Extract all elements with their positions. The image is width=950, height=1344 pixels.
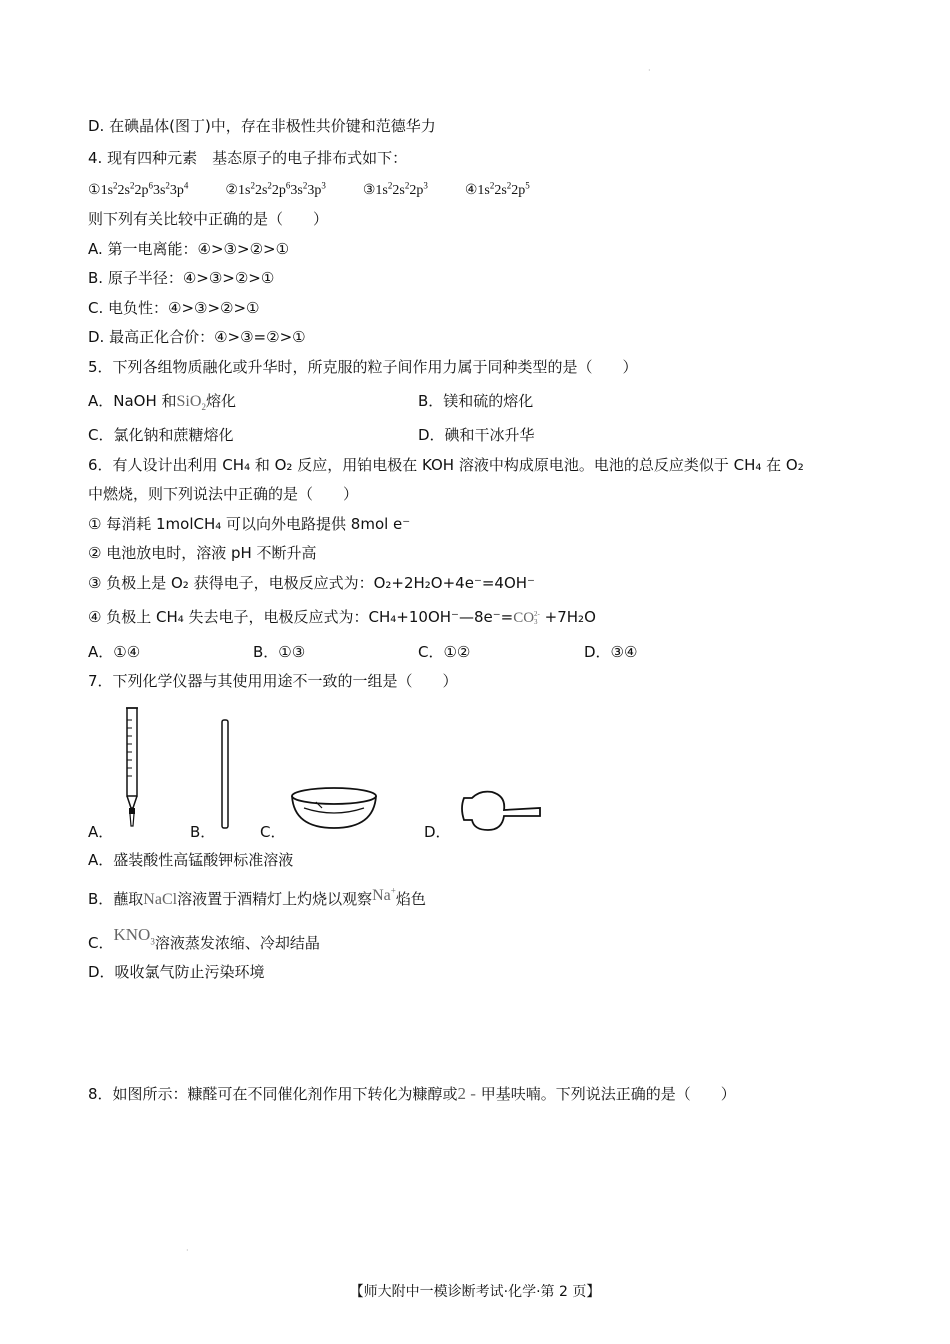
- q4-question: 则下列有关比较中正确的是（ ）: [88, 210, 329, 228]
- q7-stem: 7．下列化学仪器与其使用用途不一致的一组是（ ）: [88, 672, 458, 690]
- q6-statement-1: ① 每消耗 1molCH₄ 可以向外电路提供 8mol e⁻: [88, 515, 411, 533]
- q3-option-d: D. 在碘晶体(图丁)中，存在非极性共价键和范德华力: [88, 117, 436, 135]
- q4-option-b: B. 原子半径：④>③>②>①: [88, 269, 275, 287]
- q7-fig-label-c: C．: [260, 823, 286, 841]
- scan-dot: ·: [648, 66, 651, 75]
- q6-stem-line2: 中燃烧，则下列说法中正确的是（ ）: [88, 485, 359, 503]
- burette-figure: [118, 704, 148, 836]
- q6-statement-3: ③ 负极上是 O₂ 获得电子，电极反应式为：O₂+2H₂O+4e⁻=4OH⁻: [88, 574, 535, 592]
- q4-option-c: C. 电负性：④>③>②>①: [88, 299, 260, 317]
- q7-option-d: D．吸收氯气防止污染环境: [88, 963, 265, 981]
- q7-option-c: C．$KNO_3$溶液蒸发浓缩、冷却结晶: [88, 925, 320, 952]
- q4-option-d: D. 最高正化合价：④>③=②>①: [88, 328, 306, 346]
- config-1: $①1s^22s^22p^63s^23p^4$: [88, 180, 189, 198]
- q8-stem: 8．如图所示：糠醛可在不同催化剂作用下转化为糠醇或2 - 甲基呋喃。下列说法正确的是（ ）: [88, 1084, 736, 1103]
- config-3: $③1s^22s^22p^3$: [362, 180, 428, 198]
- q5-option-d: D．碘和干冰升华: [418, 426, 535, 444]
- q6-option-d: D．③④: [584, 643, 638, 661]
- q6-option-b: B．①③: [253, 643, 306, 661]
- evaporating-dish-figure: [288, 784, 380, 834]
- q7-option-b: B．蘸取NaCl溶液置于酒精灯上灼烧以观察Na+焰色: [88, 885, 426, 908]
- q5-stem: 5．下列各组物质融化或升华时，所克服的粒子间作用力属于同种类型的是（ ）: [88, 358, 638, 376]
- q5-option-b: B．镁和硫的熔化: [418, 392, 534, 410]
- glass-rod-figure: [218, 718, 232, 832]
- q4-stem: 4. 现有四种元素 基态原子的电子排布式如下：: [88, 149, 408, 167]
- q6-option-a: A．①④: [88, 643, 141, 661]
- q6-statement-4: ④ 负极上 CH₄ 失去电子，电极反应式为：CH₄+10OH⁻—8e⁻=CO 2- 3 +7H₂O: [88, 608, 596, 626]
- q4-configs: [88, 181, 530, 201]
- q6-stem-line1: 6．有人设计出利用 CH₄ 和 O₂ 反应，用铂电极在 KOH 溶液中构成原电池。电池的总反应类似于 CH₄ 在 O₂: [88, 456, 804, 474]
- q5-option-a: A．NaOH 和SiO$_2$熔化: [88, 392, 236, 412]
- q7-option-a: A．盛装酸性高锰酸钾标准溶液: [88, 851, 294, 869]
- q7-fig-label-b: B．: [190, 823, 216, 841]
- q5-option-c: C．氯化钠和蔗糖熔化: [88, 426, 234, 444]
- q7-fig-label-d: D．: [424, 823, 451, 841]
- config-4: $④1s^22s^22p^5$: [464, 180, 530, 198]
- retort-figure: [454, 790, 544, 836]
- q4-option-a: A. 第一电离能：④>③>②>①: [88, 240, 290, 258]
- q6-statement-2: ② 电池放电时，溶液 pH 不断升高: [88, 544, 317, 562]
- q7-fig-label-a: A．: [88, 823, 114, 841]
- page-footer: 【师大附中一模诊断考试·化学·第 2 页】: [349, 1284, 601, 1300]
- config-2: $②1s^22s^22p^63s^23p^3$: [225, 180, 326, 198]
- q6-option-c: C．①②: [418, 643, 471, 661]
- scan-dot: ·: [186, 1246, 189, 1255]
